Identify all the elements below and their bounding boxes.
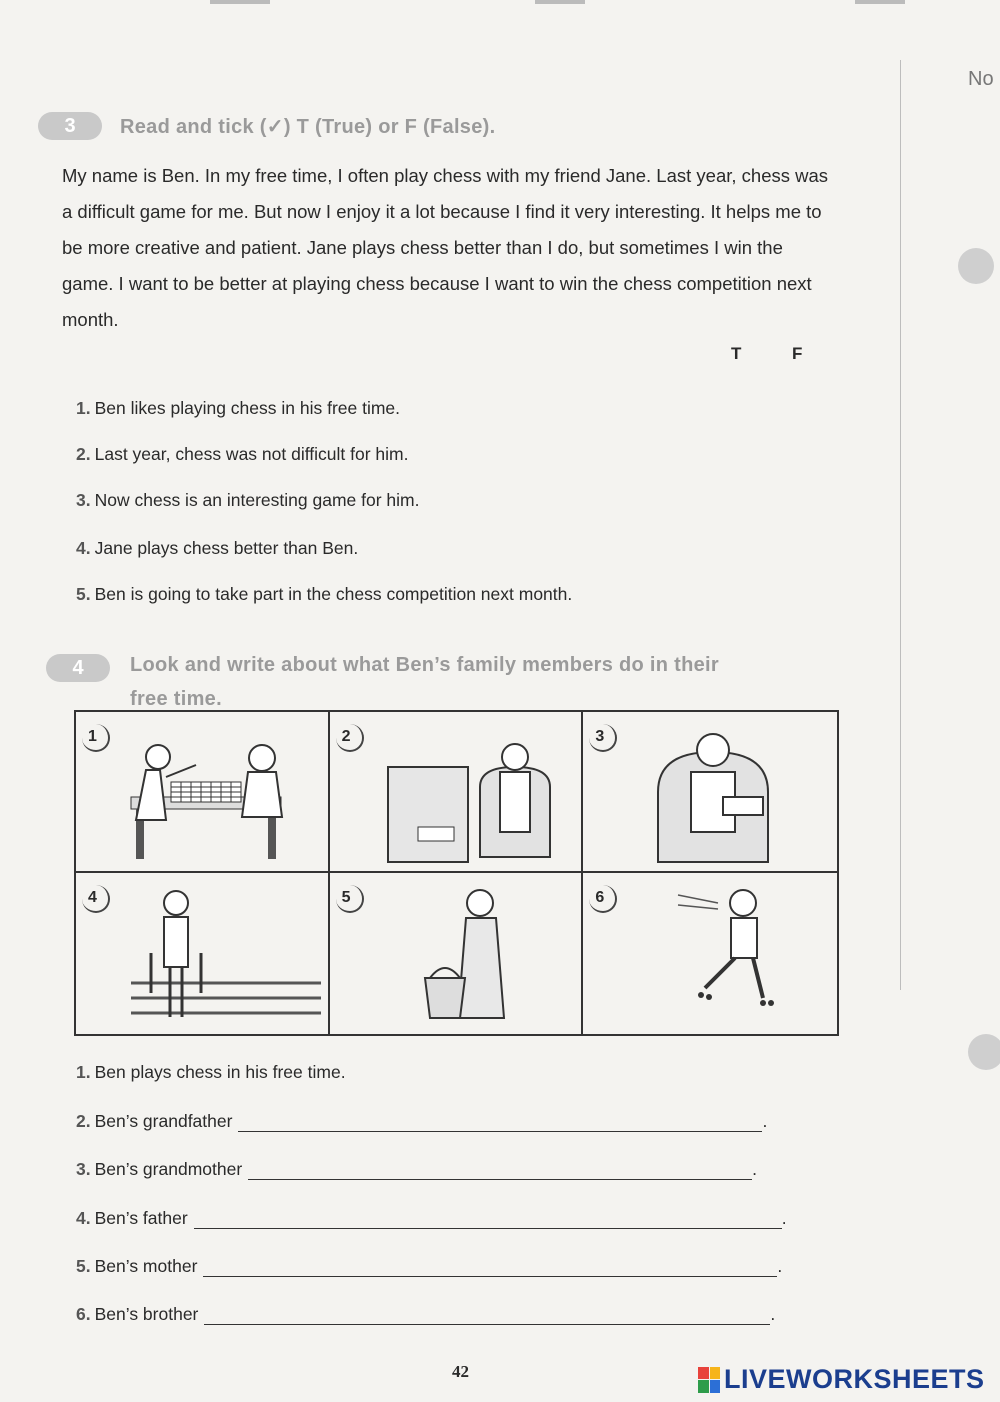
line-end: . <box>781 1208 787 1228</box>
picture-number: 4 <box>88 889 97 906</box>
picture-number: 5 <box>341 889 351 906</box>
line-end: . <box>762 1111 768 1131</box>
exercise-4-title-line1: Look and write about what Ben’s family members do in their <box>130 654 719 676</box>
picture-number: 2 <box>341 728 351 745</box>
picture-cell <box>76 873 330 1034</box>
picture-number: 1 <box>88 728 97 745</box>
picture-cell <box>330 873 584 1034</box>
picture-number: 3 <box>595 728 605 745</box>
statement-2 <box>76 444 408 465</box>
page-number: 42 <box>452 1362 469 1381</box>
statement-number: 5. <box>76 584 91 604</box>
answer-line-3 <box>76 1159 757 1180</box>
answer-blank[interactable] <box>194 1210 782 1229</box>
line-text: Ben’s father <box>94 1208 188 1228</box>
line-end: . <box>752 1159 758 1179</box>
statement-text: Last year, chess was not difficult for him. <box>94 444 409 464</box>
statement-5 <box>76 584 572 605</box>
logo-tile <box>698 1380 709 1393</box>
reading-passage: My name is Ben. In my free time, I often play chess with my friend Jane. Last year, chess was a difficult game for me. But now I enjoy it a lot because I find it very interesting. It helps me to be more creative and patient. Jane plays chess better than I do, but sometimes I win the game. I want to be better at playing chess because I want to win the chess competition next month. <box>62 165 829 330</box>
line-number: 5. <box>76 1256 91 1276</box>
statement-4 <box>76 538 358 559</box>
true-column-header: T <box>731 344 742 363</box>
statement-text: Ben is going to take part in the chess competition next month. <box>94 584 573 604</box>
scan-mark <box>535 0 585 4</box>
statement-text: Jane plays chess better than Ben. <box>94 538 359 558</box>
mother-shopping-icon <box>330 873 583 1034</box>
grandfather-watching-tv-icon <box>330 712 583 873</box>
statement-number: 4. <box>76 538 91 558</box>
father-swimming-pool-icon <box>76 873 329 1034</box>
exercise-4-title-line2: free time. <box>130 688 222 710</box>
answer-blank[interactable] <box>238 1113 762 1132</box>
liveworksheets-logo <box>698 1364 985 1395</box>
line-text: Ben’s grandmother <box>94 1159 243 1179</box>
next-page-badge <box>958 248 994 284</box>
line-text: Ben’s grandfather <box>94 1111 233 1131</box>
picture-grid <box>74 710 839 1036</box>
chess-players-icon <box>76 712 329 873</box>
line-text: Ben’s mother <box>94 1256 198 1276</box>
next-page-text: No <box>968 68 994 90</box>
statement-3 <box>76 490 419 511</box>
page-fold-line <box>900 60 901 990</box>
logo-tile <box>698 1367 709 1380</box>
line-text: Ben’s brother <box>94 1304 199 1324</box>
answer-line-4 <box>76 1208 787 1229</box>
false-column-header: F <box>792 344 803 363</box>
line-end: . <box>770 1304 776 1324</box>
exercise-3-badge: 3 <box>38 112 102 140</box>
logo-text: LIVEWORKSHEETS <box>724 1364 985 1394</box>
picture-cell <box>583 873 837 1034</box>
next-page-badge <box>968 1034 1000 1070</box>
line-number: 3. <box>76 1159 91 1179</box>
exercise-4-badge: 4 <box>46 654 110 682</box>
line-number: 2. <box>76 1111 91 1131</box>
line-number: 1. <box>76 1062 91 1082</box>
answer-blank[interactable] <box>204 1306 770 1325</box>
logo-tiles-icon <box>698 1367 720 1393</box>
picture-cell <box>76 712 330 873</box>
brother-rollerskating-icon <box>583 873 836 1034</box>
statement-number: 2. <box>76 444 91 464</box>
line-text: Ben plays chess in his free time. <box>94 1062 346 1082</box>
statement-number: 3. <box>76 490 91 510</box>
answer-line-2 <box>76 1111 767 1132</box>
picture-cell <box>330 712 584 873</box>
answer-line-6 <box>76 1304 775 1325</box>
picture-number: 6 <box>595 889 605 906</box>
answer-line-5 <box>76 1256 782 1277</box>
answer-blank[interactable] <box>248 1161 752 1180</box>
exercise-3-title: Read and tick (✓) T (True) or F (False). <box>120 116 496 138</box>
picture-cell <box>583 712 837 873</box>
scan-mark <box>210 0 270 4</box>
line-number: 4. <box>76 1208 91 1228</box>
statement-number: 1. <box>76 398 91 418</box>
logo-tile <box>710 1367 721 1380</box>
grandmother-reading-icon <box>583 712 836 873</box>
statement-1 <box>76 398 400 419</box>
statement-text: Ben likes playing chess in his free time. <box>94 398 401 418</box>
line-end: . <box>777 1256 783 1276</box>
answer-line-1 <box>76 1062 346 1083</box>
logo-tile <box>710 1380 721 1393</box>
scan-mark <box>855 0 905 4</box>
answer-blank[interactable] <box>203 1258 777 1277</box>
statement-text: Now chess is an interesting game for him. <box>94 490 420 510</box>
line-number: 6. <box>76 1304 91 1324</box>
